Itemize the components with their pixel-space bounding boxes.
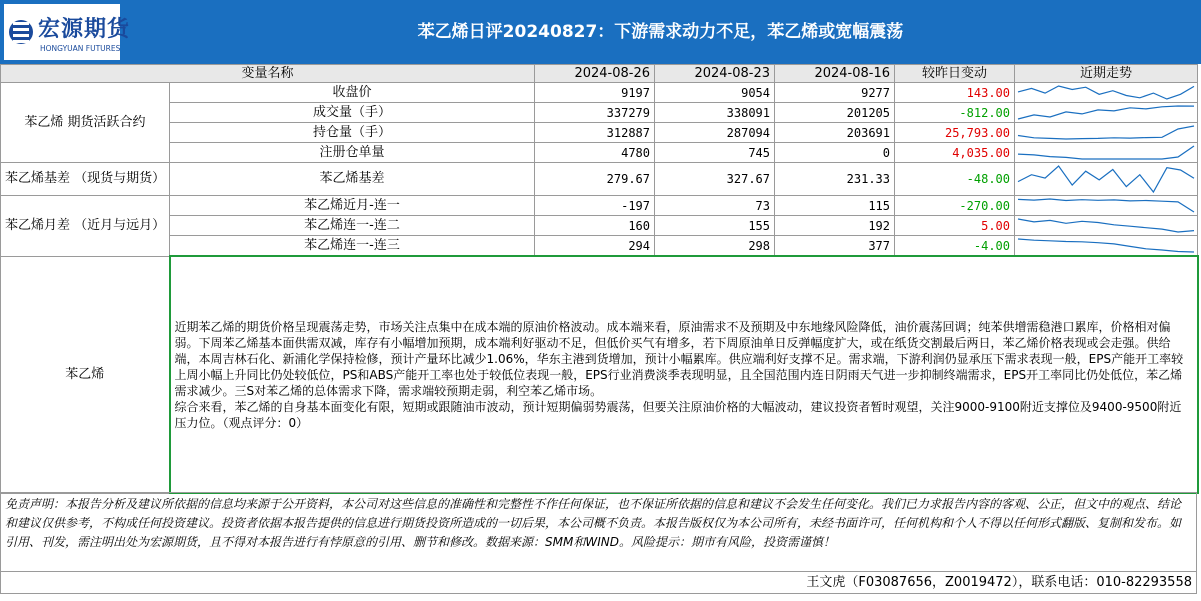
value-date-2: 287094 <box>655 123 775 143</box>
table-row <box>1 143 1198 163</box>
trend-line <box>1018 166 1194 192</box>
trend-line <box>1018 199 1194 212</box>
value-date-3: 192 <box>775 216 895 236</box>
value-date-2: 298 <box>655 236 775 257</box>
value-date-3: 9277 <box>775 83 895 103</box>
value-date-2: 338091 <box>655 103 775 123</box>
header-date-3: 2024-08-16 <box>775 65 895 83</box>
trend-sparkline <box>1015 83 1198 103</box>
commentary-paragraph-2: 综合来看，苯乙烯的自身基本面变化有限，短期或跟随油市波动，预计短期偏弱势震荡，但要关注原油价格的大幅波动，建议投资者暂时观望，关注9000-9100附近支撑位及9400-9500附近压力位。（观点评分：0） <box>174 399 1182 430</box>
trend-sparkline <box>1015 236 1198 257</box>
logo-emblem-icon <box>8 10 34 54</box>
value-date-1: 312887 <box>535 123 655 143</box>
trend-line <box>1018 86 1194 99</box>
trend-line <box>1018 219 1194 232</box>
row-name: 持仓量（手） <box>170 123 535 143</box>
row-name: 苯乙烯连一-连三 <box>170 236 535 257</box>
change-value: 143.00 <box>895 83 1015 103</box>
value-date-1: 294 <box>535 236 655 257</box>
value-date-2: 327.67 <box>655 163 775 196</box>
logo-name: 宏源期货 <box>38 17 131 42</box>
row-name: 收盘价 <box>170 83 535 103</box>
header-variable-name: 变量名称 <box>1 65 535 83</box>
value-date-1: 337279 <box>535 103 655 123</box>
trend-line <box>1018 106 1194 119</box>
table-row <box>1 216 1198 236</box>
value-date-2: 155 <box>655 216 775 236</box>
value-date-2: 73 <box>655 196 775 216</box>
table-row <box>1 83 1198 103</box>
analyst-footer: 王文虎（F03087656，Z0019472），联系电话：010-82293558 <box>0 572 1197 594</box>
table-row <box>1 123 1198 143</box>
data-table <box>0 64 1199 494</box>
report-title: 苯乙烯日评20240827：下游需求动力不足，苯乙烯或宽幅震荡 <box>417 22 904 42</box>
commentary-text <box>170 256 1198 493</box>
value-date-1: 160 <box>535 216 655 236</box>
change-value: -270.00 <box>895 196 1015 216</box>
trend-sparkline <box>1015 163 1198 196</box>
header-trend: 近期走势 <box>1015 65 1198 83</box>
commentary-label: 苯乙烯 <box>1 256 170 493</box>
trend-sparkline <box>1015 103 1198 123</box>
change-value: 5.00 <box>895 216 1015 236</box>
table-row <box>1 163 1198 196</box>
logo-english-name: HONGYUAN FUTURES <box>40 44 121 53</box>
change-value: -812.00 <box>895 103 1015 123</box>
value-date-1: 279.67 <box>535 163 655 196</box>
value-date-3: 231.33 <box>775 163 895 196</box>
trend-line <box>1018 146 1194 159</box>
change-value: -4.00 <box>895 236 1015 257</box>
trend-sparkline <box>1015 216 1198 236</box>
group-label: 苯乙烯 期货活跃合约 <box>1 83 170 163</box>
value-date-3: 0 <box>775 143 895 163</box>
table-row <box>1 103 1198 123</box>
value-date-2: 9054 <box>655 83 775 103</box>
header-date-2: 2024-08-23 <box>655 65 775 83</box>
value-date-1: 4780 <box>535 143 655 163</box>
row-name: 成交量（手） <box>170 103 535 123</box>
trend-sparkline <box>1015 143 1198 163</box>
value-date-1: 9197 <box>535 83 655 103</box>
trend-line <box>1018 126 1194 139</box>
commentary-paragraph-1: 近期苯乙烯的期货价格呈现震荡走势，市场关注点集中在成本端的原油价格波动。成本端来看，原油需求不及预期及中东地缘风险降低，油价震荡回调；纯苯供增需稳港口累库，价格相对偏弱。下周苯乙烯基本面供需双减，库存有小幅增加预期，成本端利好驱动不足，但低价买气有增多，若下周原油单日反弹幅度扩大，或在纸货交割最后两日，苯乙烯价格表现或会走强。供给端，本周吉林石化、新浦化学保持检修，预计产量环比减少1.06%，华东主港到货增加，预计小幅累库。供应端利好支撑不足。需求端，下游利润仍显承压下需求表现一般，EPS产能开工率较上周小幅上升同比仍处较低位，PS和ABS产能开工率也处于较低位表现一般，EPS行业消费淡季表现明显，且全国范围内连日阴雨天气进一步抑制终端需求，EPS开工率同比仍处低位，苯乙烯需求减少。三S对苯乙烯的总体需求下降，需求端较预期走弱，利空苯乙烯市场。 <box>174 319 1184 398</box>
company-logo <box>4 4 131 60</box>
header-change: 较昨日变动 <box>895 65 1015 83</box>
trend-sparkline <box>1015 123 1198 143</box>
value-date-3: 115 <box>775 196 895 216</box>
header-date-1: 2024-08-26 <box>535 65 655 83</box>
change-value: 4,035.00 <box>895 143 1015 163</box>
report-header <box>0 0 1201 64</box>
change-value: -48.00 <box>895 163 1015 196</box>
value-date-2: 745 <box>655 143 775 163</box>
row-name: 苯乙烯连一-连二 <box>170 216 535 236</box>
value-date-3: 201205 <box>775 103 895 123</box>
value-date-1: -197 <box>535 196 655 216</box>
table-row <box>1 196 1198 216</box>
group-label: 苯乙烯基差 （现货与期货） <box>1 163 170 196</box>
trend-line <box>1018 239 1194 252</box>
disclaimer: 免责声明：本报告分析及建议所依据的信息均来源于公开资料，本公司对这些信息的准确性和完整性不作任何保证，也不保证所依据的信息和建议不会发生任何变化。我们已力求报告内容的客观、公正，但文中的观点、结论和建议仅供参考，不构成任何投资建议。投资者依据本报告提供的信息进行期货投资所造成的一切后果，本公司概不负责。本报告版权仅为本公司所有，未经书面许可，任何机构和个人不得以任何形式翻版、复制和发布。如引用、刊发，需注明出处为宏源期货，且不得对本报告进行有悖原意的引用、删节和修改。数据来源：SMM和WIND。风险提示：期市有风险，投资需谨慎！ <box>0 492 1197 572</box>
trend-sparkline <box>1015 196 1198 216</box>
row-name: 注册仓单量 <box>170 143 535 163</box>
value-date-3: 377 <box>775 236 895 257</box>
table-header-row <box>1 65 1198 83</box>
row-name: 苯乙烯近月-连一 <box>170 196 535 216</box>
value-date-3: 203691 <box>775 123 895 143</box>
group-label: 苯乙烯月差 （近月与远月） <box>1 196 170 257</box>
table-row <box>1 236 1198 257</box>
commentary-row <box>1 256 1198 493</box>
row-name: 苯乙烯基差 <box>170 163 535 196</box>
change-value: 25,793.00 <box>895 123 1015 143</box>
